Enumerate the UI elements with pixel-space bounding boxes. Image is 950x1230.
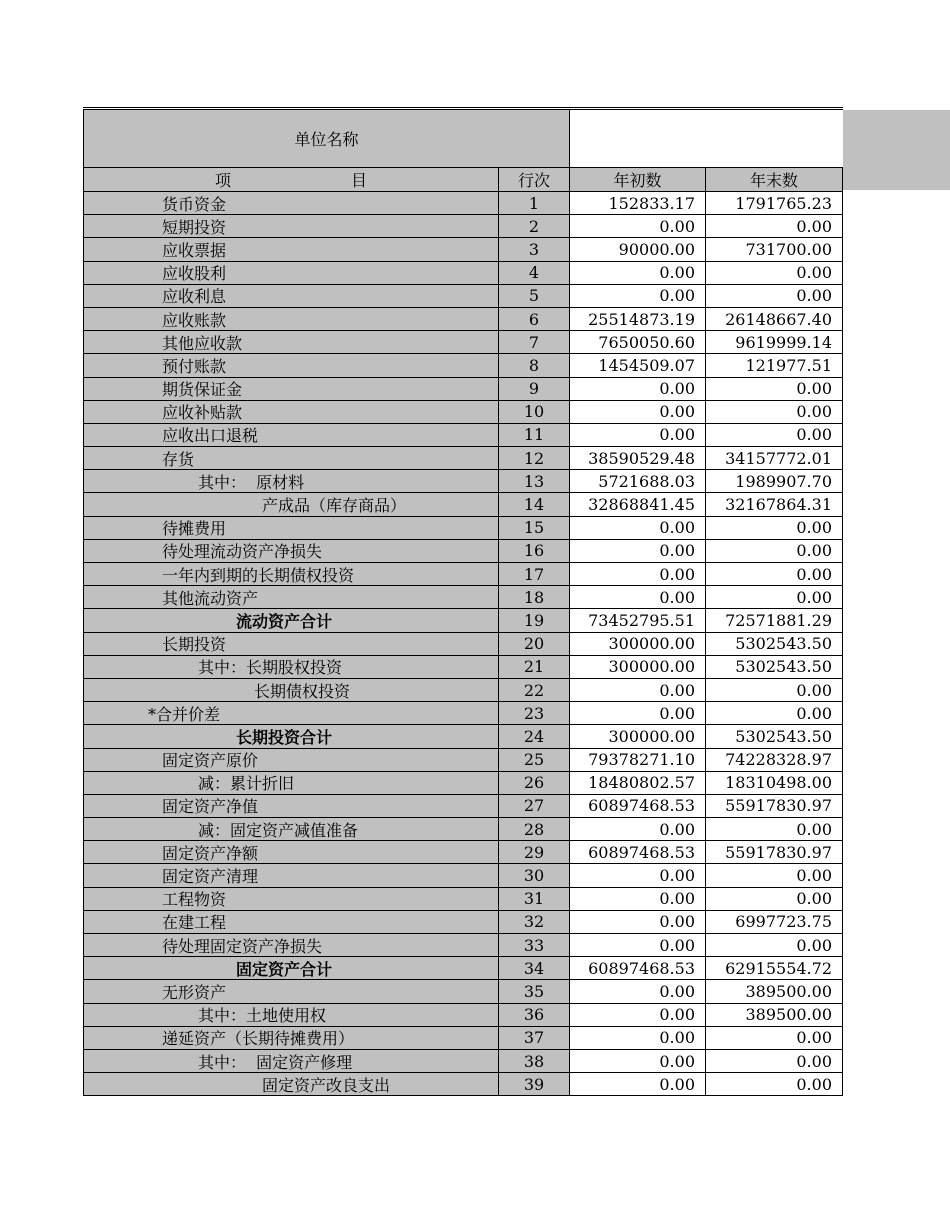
row-label: 应收利息: [83, 285, 499, 307]
table-body: [83, 192, 843, 1096]
table-row: [83, 725, 843, 748]
col-begin-header: 年初数: [570, 168, 706, 191]
row-end-value[interactable]: 26148667.40: [706, 308, 843, 330]
unit-name-label: 单位名称: [83, 110, 570, 168]
row-label: 长期投资合计: [83, 725, 499, 747]
row-end-value[interactable]: 0.00: [706, 401, 843, 423]
row-begin-value[interactable]: 5721688.03: [570, 470, 706, 492]
row-label: 其中：长期股权投资: [83, 656, 499, 678]
row-line-number: 25: [499, 749, 570, 771]
table-row: [83, 864, 843, 887]
row-begin-value[interactable]: 0.00: [570, 563, 706, 585]
row-label: 固定资产改良支出: [83, 1073, 499, 1095]
row-label: 预付账款: [83, 354, 499, 376]
row-line-number: 5: [499, 285, 570, 307]
table-row: [83, 517, 843, 540]
unit-header-row: [83, 110, 843, 168]
table-row: [83, 540, 843, 563]
row-line-number: 15: [499, 517, 570, 539]
table-row: [83, 818, 843, 841]
table-row: [83, 586, 843, 609]
row-begin-value[interactable]: 7650050.60: [570, 331, 706, 353]
row-line-number: 34: [499, 957, 570, 979]
row-line-number: 16: [499, 540, 570, 562]
row-line-number: 22: [499, 679, 570, 701]
row-begin-value[interactable]: 0.00: [570, 424, 706, 446]
row-line-number: 36: [499, 1004, 570, 1026]
row-end-value[interactable]: 0.00: [706, 378, 843, 400]
row-begin-value[interactable]: 0.00: [570, 215, 706, 237]
row-end-value[interactable]: 0.00: [706, 1073, 843, 1095]
row-begin-value[interactable]: 0.00: [570, 702, 706, 724]
row-end-value[interactable]: 62915554.72: [706, 957, 843, 979]
table-row: [83, 749, 843, 772]
unit-name-value[interactable]: [570, 110, 843, 168]
row-label: 长期投资: [83, 633, 499, 655]
row-line-number: 3: [499, 238, 570, 260]
row-begin-value[interactable]: 0.00: [570, 679, 706, 701]
row-begin-value[interactable]: 0.00: [570, 586, 706, 608]
row-line-number: 33: [499, 934, 570, 956]
row-end-value[interactable]: 6997723.75: [706, 911, 843, 933]
row-line-number: 28: [499, 818, 570, 840]
row-begin-value[interactable]: 32868841.45: [570, 493, 706, 515]
table-row: [83, 795, 843, 818]
row-begin-value[interactable]: 60897468.53: [570, 957, 706, 979]
row-begin-value[interactable]: 300000.00: [570, 633, 706, 655]
row-end-value[interactable]: 0.00: [706, 888, 843, 910]
row-begin-value[interactable]: 0.00: [570, 1004, 706, 1026]
table-row: [83, 679, 843, 702]
row-begin-value[interactable]: 152833.17: [570, 192, 706, 214]
table-row: [83, 308, 843, 331]
table-row: [83, 285, 843, 308]
row-label: 其中： 原材料: [83, 470, 499, 492]
table-row: [83, 1027, 843, 1050]
row-begin-value[interactable]: 1454509.07: [570, 354, 706, 376]
row-label: 应收补贴款: [83, 401, 499, 423]
side-gray-strip: [842, 110, 950, 190]
row-end-value[interactable]: 0.00: [706, 702, 843, 724]
row-begin-value[interactable]: 18480802.57: [570, 772, 706, 794]
row-end-value[interactable]: 5302543.50: [706, 656, 843, 678]
row-begin-value[interactable]: 0.00: [570, 285, 706, 307]
table-row: [83, 702, 843, 725]
row-end-value[interactable]: 5302543.50: [706, 725, 843, 747]
table-row: [83, 957, 843, 980]
table-row: [83, 1004, 843, 1027]
table-row: [83, 401, 843, 424]
table-row: [83, 633, 843, 656]
row-label: 货币资金: [83, 192, 499, 214]
row-label: 长期债权投资: [83, 679, 499, 701]
row-begin-value[interactable]: 0.00: [570, 934, 706, 956]
row-label: 其他流动资产: [83, 586, 499, 608]
row-end-value[interactable]: 55917830.97: [706, 841, 843, 863]
row-line-number: 39: [499, 1073, 570, 1095]
row-label: *合并价差: [83, 702, 499, 724]
row-label: 期货保证金: [83, 378, 499, 400]
row-line-number: 7: [499, 331, 570, 353]
table-row: [83, 493, 843, 516]
row-end-value[interactable]: 0.00: [706, 215, 843, 237]
table-row: [83, 238, 843, 261]
row-begin-value[interactable]: 0.00: [570, 980, 706, 1002]
row-label: 待摊费用: [83, 517, 499, 539]
table-row: [83, 192, 843, 215]
row-line-number: 13: [499, 470, 570, 492]
row-end-value[interactable]: 32167864.31: [706, 493, 843, 515]
table-row: [83, 354, 843, 377]
table-row: [83, 1073, 843, 1096]
row-label: 待处理固定资产净损失: [83, 934, 499, 956]
row-label: 短期投资: [83, 215, 499, 237]
row-line-number: 12: [499, 447, 570, 469]
row-label: 其中： 固定资产修理: [83, 1050, 499, 1072]
row-label: 产成品（库存商品）: [83, 493, 499, 515]
row-line-number: 20: [499, 633, 570, 655]
row-begin-value[interactable]: 300000.00: [570, 656, 706, 678]
col-item-left: 项: [214, 171, 231, 190]
row-begin-value[interactable]: 60897468.53: [570, 795, 706, 817]
row-end-value[interactable]: 0.00: [706, 424, 843, 446]
col-item-right: 目: [351, 171, 368, 190]
row-label: 固定资产原价: [83, 749, 499, 771]
row-end-value[interactable]: 0.00: [706, 540, 843, 562]
row-begin-value[interactable]: 79378271.10: [570, 749, 706, 771]
row-end-value[interactable]: 0.00: [706, 586, 843, 608]
row-end-value[interactable]: 0.00: [706, 818, 843, 840]
row-line-number: 32: [499, 911, 570, 933]
row-end-value[interactable]: 72571881.29: [706, 609, 843, 631]
table-row: [83, 656, 843, 679]
row-begin-value[interactable]: 300000.00: [570, 725, 706, 747]
row-end-value[interactable]: 55917830.97: [706, 795, 843, 817]
row-label: 流动资产合计: [83, 609, 499, 631]
row-begin-value[interactable]: 0.00: [570, 378, 706, 400]
table-row: [83, 262, 843, 285]
row-line-number: 14: [499, 493, 570, 515]
row-line-number: 23: [499, 702, 570, 724]
row-line-number: 9: [499, 378, 570, 400]
row-line-number: 38: [499, 1050, 570, 1072]
table-row: [83, 378, 843, 401]
row-label: 减：固定资产减值准备: [83, 818, 499, 840]
row-line-number: 24: [499, 725, 570, 747]
row-end-value[interactable]: 0.00: [706, 934, 843, 956]
row-begin-value[interactable]: 0.00: [570, 262, 706, 284]
row-begin-value[interactable]: 25514873.19: [570, 308, 706, 330]
row-begin-value[interactable]: 0.00: [570, 1027, 706, 1049]
column-header-row: [83, 168, 843, 192]
row-label: 固定资产净额: [83, 841, 499, 863]
row-begin-value[interactable]: 90000.00: [570, 238, 706, 260]
row-label: 递延资产（长期待摊费用）: [83, 1027, 499, 1049]
table-row: [83, 841, 843, 864]
row-begin-value[interactable]: 73452795.51: [570, 609, 706, 631]
row-line-number: 2: [499, 215, 570, 237]
row-label: 应收出口退税: [83, 424, 499, 446]
row-end-value[interactable]: 0.00: [706, 679, 843, 701]
row-begin-value[interactable]: 0.00: [570, 818, 706, 840]
row-end-value[interactable]: 5302543.50: [706, 633, 843, 655]
table-row: [83, 609, 843, 632]
table-row: [83, 215, 843, 238]
row-line-number: 4: [499, 262, 570, 284]
row-label: 存货: [83, 447, 499, 469]
row-line-number: 21: [499, 656, 570, 678]
table-row: [83, 470, 843, 493]
row-begin-value[interactable]: 0.00: [570, 1050, 706, 1072]
row-line-number: 10: [499, 401, 570, 423]
row-label: 应收股利: [83, 262, 499, 284]
row-begin-value[interactable]: 0.00: [570, 1073, 706, 1095]
row-label: 工程物资: [83, 888, 499, 910]
row-line-number: 18: [499, 586, 570, 608]
row-line-number: 26: [499, 772, 570, 794]
row-label: 在建工程: [83, 911, 499, 933]
row-begin-value[interactable]: 0.00: [570, 911, 706, 933]
table-row: [83, 772, 843, 795]
row-end-value[interactable]: 0.00: [706, 864, 843, 886]
table-row: [83, 1050, 843, 1073]
row-line-number: 30: [499, 864, 570, 886]
col-end-header: 年末数: [706, 168, 843, 191]
row-begin-value[interactable]: 0.00: [570, 540, 706, 562]
balance-sheet: [83, 107, 843, 1096]
row-end-value[interactable]: 9619999.14: [706, 331, 843, 353]
row-line-number: 6: [499, 308, 570, 330]
row-end-value[interactable]: 121977.51: [706, 354, 843, 376]
table-row: [83, 563, 843, 586]
row-line-number: 31: [499, 888, 570, 910]
table-row: [83, 331, 843, 354]
row-line-number: 8: [499, 354, 570, 376]
table-row: [83, 911, 843, 934]
row-line-number: 1: [499, 192, 570, 214]
row-end-value[interactable]: 731700.00: [706, 238, 843, 260]
col-line-header: 行次: [499, 168, 570, 191]
table-row: [83, 447, 843, 470]
row-label: 固定资产清理: [83, 864, 499, 886]
row-label: 固定资产合计: [83, 957, 499, 979]
row-begin-value[interactable]: 0.00: [570, 888, 706, 910]
row-end-value[interactable]: 34157772.01: [706, 447, 843, 469]
row-end-value[interactable]: 0.00: [706, 1050, 843, 1072]
row-begin-value[interactable]: 60897468.53: [570, 841, 706, 863]
row-line-number: 17: [499, 563, 570, 585]
col-item-header: [83, 168, 499, 191]
table-row: [83, 934, 843, 957]
row-end-value[interactable]: 0.00: [706, 563, 843, 585]
row-end-value[interactable]: 0.00: [706, 285, 843, 307]
row-label: 固定资产净值: [83, 795, 499, 817]
row-begin-value[interactable]: 0.00: [570, 401, 706, 423]
row-end-value[interactable]: 0.00: [706, 262, 843, 284]
row-end-value[interactable]: 18310498.00: [706, 772, 843, 794]
table-row: [83, 980, 843, 1003]
row-end-value[interactable]: 389500.00: [706, 980, 843, 1002]
row-end-value[interactable]: 0.00: [706, 517, 843, 539]
row-line-number: 19: [499, 609, 570, 631]
row-line-number: 27: [499, 795, 570, 817]
row-begin-value[interactable]: 0.00: [570, 517, 706, 539]
table-row: [83, 888, 843, 911]
row-line-number: 37: [499, 1027, 570, 1049]
row-label: 减：累计折旧: [83, 772, 499, 794]
row-label: 应收票据: [83, 238, 499, 260]
row-line-number: 11: [499, 424, 570, 446]
row-end-value[interactable]: 1989907.70: [706, 470, 843, 492]
row-end-value[interactable]: 74228328.97: [706, 749, 843, 771]
row-label: 其中：土地使用权: [83, 1004, 499, 1026]
row-begin-value[interactable]: 38590529.48: [570, 447, 706, 469]
row-line-number: 29: [499, 841, 570, 863]
row-end-value[interactable]: 0.00: [706, 1027, 843, 1049]
row-end-value[interactable]: 389500.00: [706, 1004, 843, 1026]
table-row: [83, 424, 843, 447]
row-label: 无形资产: [83, 980, 499, 1002]
row-label: 其他应收款: [83, 331, 499, 353]
row-label: 应收账款: [83, 308, 499, 330]
row-label: 一年内到期的长期债权投资: [83, 563, 499, 585]
row-label: 待处理流动资产净损失: [83, 540, 499, 562]
row-line-number: 35: [499, 980, 570, 1002]
row-end-value[interactable]: 1791765.23: [706, 192, 843, 214]
row-begin-value[interactable]: 0.00: [570, 864, 706, 886]
